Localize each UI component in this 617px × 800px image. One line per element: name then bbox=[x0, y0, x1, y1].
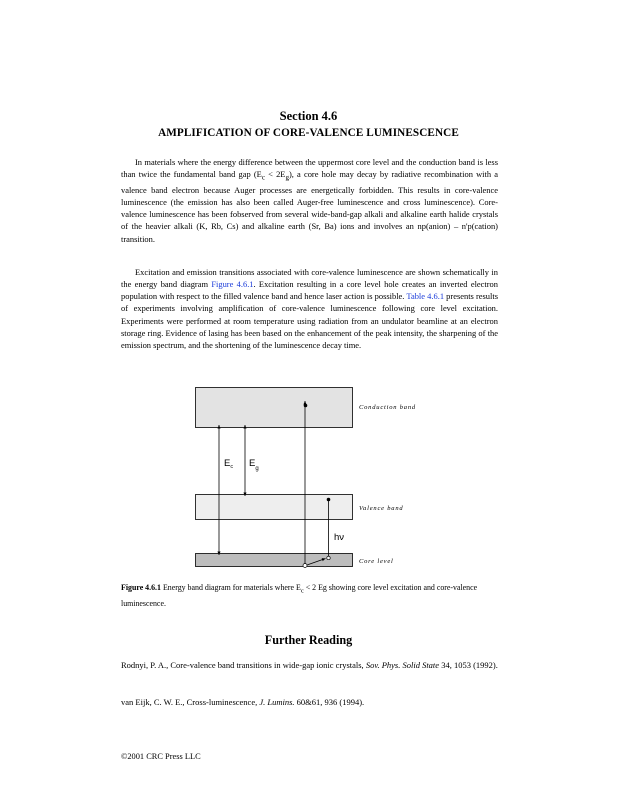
section-title: AMPLIFICATION OF CORE-VALENCE LUMINESCENCE bbox=[158, 127, 459, 139]
reference-rodnyi: Rodnyi, P. A., Core-valence band transitions in wide-gap ionic crystals, Sov. Phys. Solid State 34, 1053 (1992). bbox=[121, 660, 498, 670]
copyright-footer: ©2001 CRC Press LLC bbox=[121, 752, 201, 761]
core-hole bbox=[303, 564, 307, 568]
ec-label: $E_c$ bbox=[224, 458, 234, 470]
core-hole-end bbox=[327, 556, 330, 559]
eg-label: $E_g$ bbox=[249, 458, 259, 472]
conduction-band-label: Conduction band bbox=[359, 404, 416, 411]
hv-label: hν bbox=[334, 532, 345, 543]
section-number: Section 4.6 bbox=[279, 109, 338, 123]
reference-van-eijk: van Eijk, C. W. E., Cross-luminescence, J. Lumins. 60&61, 936 (1994). bbox=[121, 697, 365, 707]
figure-4-6-1-link[interactable]: Figure 4.6.1 bbox=[211, 279, 254, 290]
table-4-6-1-link[interactable]: Table 4.6.1 bbox=[406, 291, 445, 302]
figure-caption: Figure 4.6.1 Energy band diagram for materials where $E_c < 2$ Eg showing core level excitation and core-valence luminescence. bbox=[121, 583, 478, 608]
energy-band-diagram bbox=[160, 378, 440, 578]
valence-band-label: Valence band bbox=[359, 505, 404, 512]
excited-electron bbox=[304, 404, 308, 408]
valence-electron bbox=[327, 498, 331, 502]
paragraph-intro: In materials where the energy difference between the uppermost core level and the conduction band is less than twice the fundamental band gap $(E_c < 2E_g)$, a core hole may decay by radiative recombination with a valence band electron because Auger processes are energetically forbidden. This results in core-valence luminescence (the emission has also been called Auger-free luminescence and cross luminescence). Core-valence luminescence has been fobserved from several wide-band-gap alkali and alkaline earth halide crystals of the heavier alkali (K, Rb, Cs) and alkaline earth (Sr, Ba) ions and involves an np(anion) – n'p(cation) transition. bbox=[121, 157, 499, 244]
core-level-label: Core level bbox=[359, 558, 394, 565]
conduction-band bbox=[196, 388, 353, 428]
paragraph-excitation: Excitation and emission transitions associated with core-valence luminescence are shown schematically in the energy band diagram Figure 4.6.1. Excitation resulting in a core level hole creates an inverted electron population with respect to the filled valence band and hence laser action is possible. Table 4.6.1 presents results of experiments involving amplification of core-valence luminescence following core level excitation. Experiments were performed at room temperature using radiation from an undulator beamline at an electron storage ring. Evidence of lasing has been based on the enhancement of the peak intensity, the sharpening of the emission spectrum, and the shortening of the luminescence decay time. bbox=[121, 267, 499, 350]
further-reading-heading: Further Reading bbox=[264, 633, 353, 647]
core-level bbox=[196, 554, 353, 567]
